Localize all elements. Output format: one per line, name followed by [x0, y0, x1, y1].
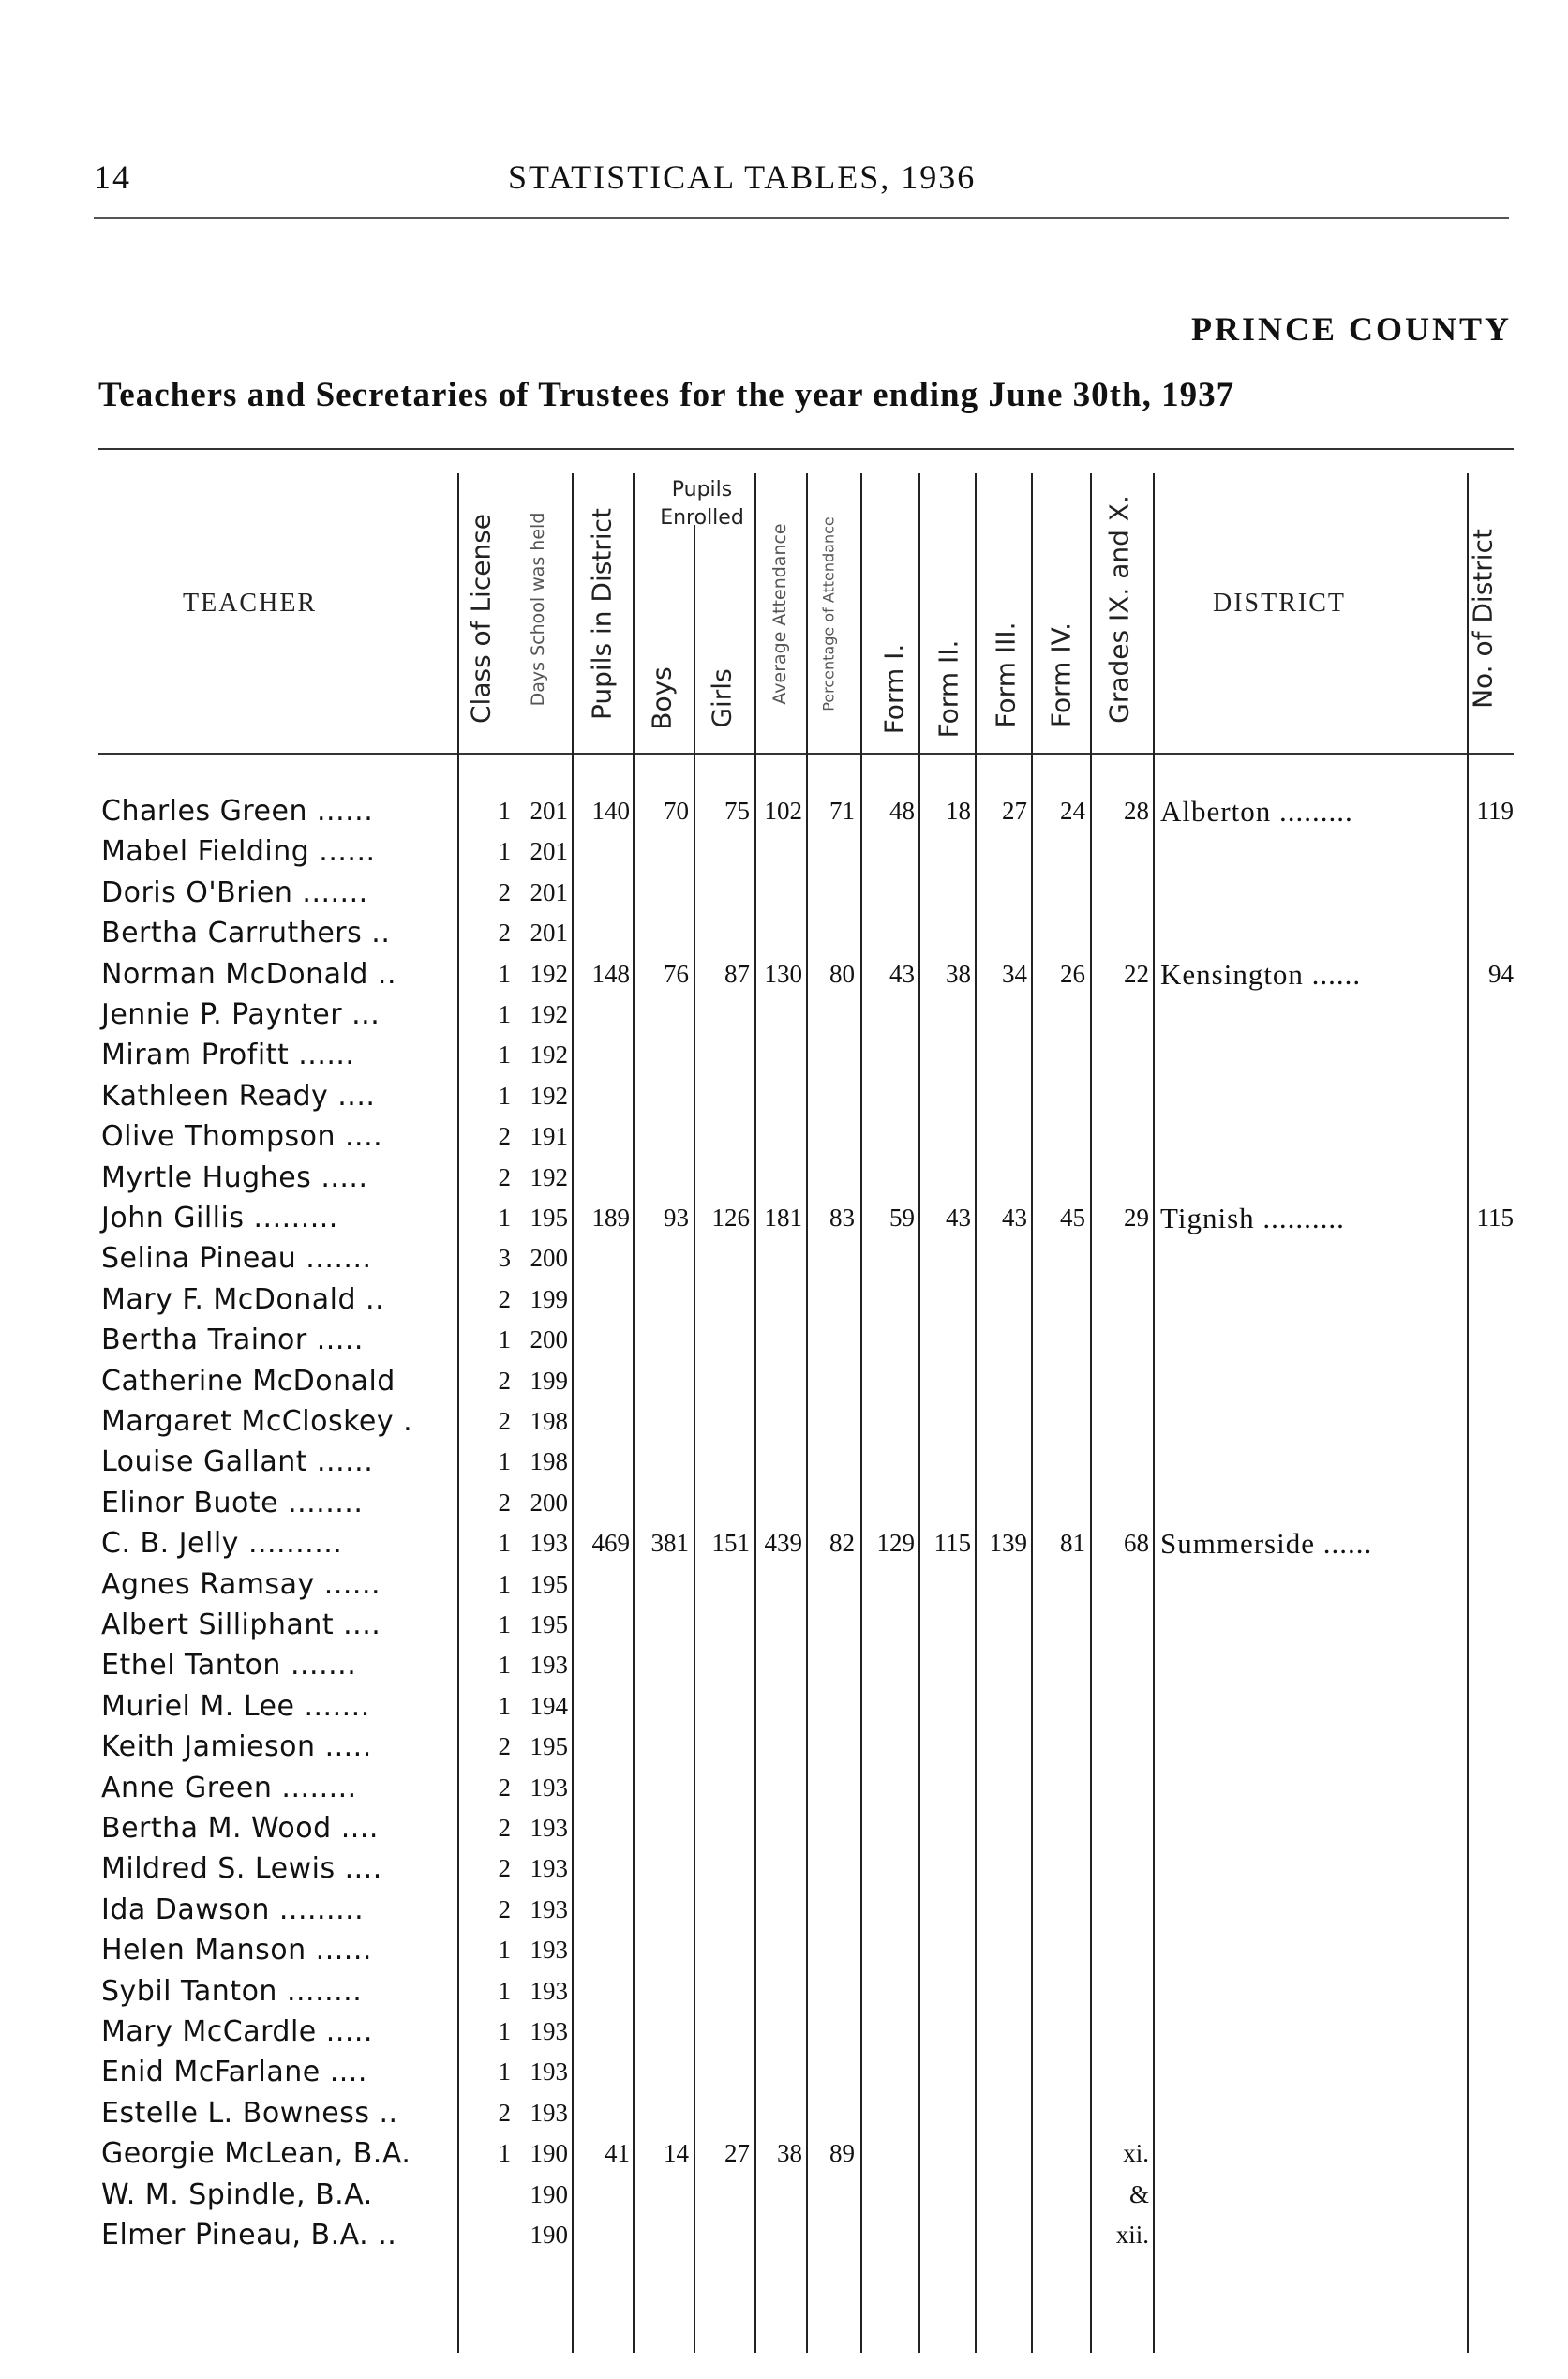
table-row	[0, 1442, 1568, 1482]
cell-pd: 140	[591, 797, 630, 825]
teacher-name: Jennie P. Paynter ...	[101, 998, 381, 1031]
cell-f4: 24	[1060, 797, 1085, 825]
table-row	[0, 1768, 1568, 1808]
cell-g: xii.	[1115, 2221, 1149, 2249]
table-row	[0, 1605, 1568, 1645]
cell-g: &	[1128, 2179, 1149, 2208]
teacher-name: Olive Thompson ....	[101, 1120, 383, 1154]
cell-cls: 1	[498, 959, 511, 988]
teacher-name: Albert Silliphant ....	[101, 1608, 381, 1641]
cell-days: 200	[530, 1244, 568, 1273]
column-header-girls: Girls	[706, 668, 738, 728]
column-header-teacher: TEACHER	[183, 589, 318, 618]
cell-cls: 1	[498, 797, 511, 825]
column-header-pct-attendance: Percentage of Attendance	[819, 516, 838, 711]
teacher-name: Anne Green ........	[101, 1771, 357, 1804]
table-row	[0, 1116, 1568, 1157]
cell-cls: 2	[498, 1162, 511, 1191]
cell-pct: 80	[829, 959, 855, 988]
cell-cls: 1	[498, 1447, 511, 1476]
column-header-form1: Form I.	[878, 643, 910, 735]
cell-no: 94	[1488, 959, 1514, 988]
teacher-name: Miram Profitt ......	[101, 1039, 355, 1072]
cell-days: 193	[530, 2098, 568, 2127]
teacher-name: W. M. Spindle, B.A.	[101, 2177, 373, 2211]
cell-pct: 89	[829, 2139, 855, 2168]
table-row	[0, 954, 1568, 995]
column-header-days-held: Days School was held	[528, 512, 548, 707]
table-row	[0, 1035, 1568, 1075]
teacher-name: Mary McCardle .....	[101, 2015, 373, 2048]
table-row	[0, 1320, 1568, 1360]
running-title: STATISTICAL TABLES, 1936	[508, 158, 977, 196]
cell-cls: 2	[498, 1894, 511, 1923]
cell-cls: 1	[498, 1976, 511, 2005]
teacher-name: Myrtle Hughes .....	[101, 1160, 368, 1194]
table-row	[0, 1523, 1568, 1564]
table-row	[0, 913, 1568, 953]
table-row	[0, 1401, 1568, 1442]
teacher-name: Ida Dawson .........	[101, 1893, 365, 1926]
cell-days: 198	[530, 1447, 568, 1476]
teacher-name: Enid McFarlane ....	[101, 2056, 367, 2089]
cell-f4: 45	[1060, 1204, 1085, 1232]
cell-girls: 126	[711, 1204, 750, 1232]
cell-g: 22	[1124, 959, 1149, 988]
cell-f2: 38	[946, 959, 971, 988]
cell-f2: 18	[946, 797, 971, 825]
cell-cls: 3	[498, 1244, 511, 1273]
teacher-name: C. B. Jelly ..........	[101, 1527, 343, 1561]
running-header	[94, 157, 1502, 204]
table-row	[0, 1727, 1568, 1767]
cell-days: 192	[530, 1081, 568, 1110]
district-name: Tignish ..........	[1160, 1202, 1345, 1234]
cell-no: 119	[1476, 797, 1514, 825]
cell-days: 192	[530, 1162, 568, 1191]
cell-days: 195	[530, 1610, 568, 1638]
table-row	[0, 791, 1568, 831]
column-header-district-no: No. of District	[1467, 529, 1499, 709]
cell-cls: 1	[498, 837, 511, 866]
cell-cls: 1	[498, 1936, 511, 1965]
cell-cls: 2	[498, 1732, 511, 1761]
cell-days: 193	[530, 1814, 568, 1842]
cell-cls: 1	[498, 1204, 511, 1232]
teacher-name: Agnes Ramsay ......	[101, 1567, 381, 1601]
cell-cls: 1	[498, 2017, 511, 2045]
cell-days: 193	[530, 1976, 568, 2005]
table-row	[0, 2175, 1568, 2215]
cell-pct: 83	[829, 1204, 855, 1232]
cell-f1: 43	[889, 959, 915, 988]
cell-girls: 75	[724, 797, 750, 825]
cell-cls: 2	[498, 1488, 511, 1517]
table-row	[0, 1198, 1568, 1238]
cell-cls: 2	[498, 919, 511, 948]
cell-avg: 38	[777, 2139, 802, 2168]
cell-days: 201	[530, 797, 568, 825]
table-subtitle: Teachers and Secretaries of Trustees for the year ending June 30th, 1937	[98, 376, 1235, 414]
cell-cls: 1	[498, 1610, 511, 1638]
teacher-name: Louise Gallant ......	[101, 1445, 374, 1479]
cell-f1: 48	[889, 797, 915, 825]
page-number: 14	[94, 158, 131, 196]
teacher-name: Selina Pineau .......	[101, 1242, 372, 1276]
table-row	[0, 831, 1568, 872]
cell-days: 199	[530, 1366, 568, 1395]
table-row	[0, 1238, 1568, 1279]
cell-cls: 2	[498, 1122, 511, 1151]
teacher-name: Mildred S. Lewis ....	[101, 1852, 382, 1886]
column-header-district: DISTRICT	[1213, 589, 1346, 618]
cell-days: 201	[530, 919, 568, 948]
cell-cls: 1	[498, 1529, 511, 1558]
cell-days: 193	[530, 2057, 568, 2087]
cell-days: 201	[530, 877, 568, 906]
table-row	[0, 1076, 1568, 1116]
table-row	[0, 1158, 1568, 1198]
header-rule	[94, 217, 1509, 219]
column-header-boys: Boys	[646, 666, 678, 730]
cell-girls: 151	[711, 1529, 750, 1558]
cell-cls: 1	[498, 2057, 511, 2087]
cell-g: xi.	[1123, 2139, 1149, 2168]
cell-f3: 139	[989, 1529, 1027, 1558]
cell-days: 193	[530, 1773, 568, 1802]
teacher-name: John Gillis .........	[101, 1202, 338, 1234]
teacher-name: Keith Jamieson .....	[101, 1730, 372, 1764]
cell-days: 193	[530, 1854, 568, 1883]
cell-days: 193	[530, 1651, 568, 1680]
teacher-name: Catherine McDonald	[101, 1364, 396, 1398]
cell-days: 200	[530, 1488, 568, 1517]
cell-f4: 26	[1060, 959, 1085, 988]
cell-girls: 27	[724, 2139, 750, 2168]
cell-days: 198	[530, 1407, 568, 1435]
district-name: Alberton .........	[1160, 795, 1353, 828]
cell-days: 193	[530, 1936, 568, 1965]
cell-avg: 130	[764, 959, 802, 988]
table-row	[0, 1686, 1568, 1727]
cell-days: 195	[530, 1732, 568, 1761]
teacher-name: Bertha M. Wood ....	[101, 1812, 379, 1845]
column-header-avg-attendance: Average Attendance	[769, 523, 790, 705]
column-header-form3: Form III.	[990, 621, 1022, 728]
cell-g: 29	[1124, 1204, 1149, 1232]
cell-days: 191	[530, 1122, 568, 1151]
teacher-name: Ethel Tanton .......	[101, 1649, 357, 1683]
cell-cls: 2	[498, 877, 511, 906]
cell-pd: 41	[605, 2139, 630, 2168]
cell-days: 193	[530, 1894, 568, 1923]
cell-days: 195	[530, 1569, 568, 1598]
cell-cls: 2	[498, 1814, 511, 1842]
cell-days: 192	[530, 1000, 568, 1028]
cell-f1: 129	[876, 1529, 915, 1558]
cell-pd: 469	[591, 1529, 630, 1558]
cell-g: 28	[1124, 797, 1149, 825]
column-header-form4: Form IV.	[1045, 621, 1077, 728]
cell-f3: 34	[1002, 959, 1027, 988]
cell-cls: 1	[498, 1081, 511, 1110]
cell-cls: 2	[498, 1773, 511, 1802]
column-header-grades-ix-x: Grades IX. and X.	[1103, 495, 1135, 724]
table-row	[0, 1483, 1568, 1523]
cell-cls: 1	[498, 2139, 511, 2168]
teacher-name: Norman McDonald ..	[101, 957, 396, 991]
cell-g: 68	[1124, 1529, 1149, 1558]
cell-f2: 43	[946, 1204, 971, 1232]
cell-cls: 2	[498, 1366, 511, 1395]
table-row	[0, 995, 1568, 1035]
table-top-rule	[98, 448, 1514, 450]
table-row	[0, 1890, 1568, 1930]
cell-pd: 189	[591, 1204, 630, 1232]
cell-days: 192	[530, 959, 568, 988]
cell-days: 192	[530, 1040, 568, 1070]
cell-pct: 71	[829, 797, 855, 825]
table-row	[0, 2052, 1568, 2092]
table-row	[0, 1645, 1568, 1685]
cell-f1: 59	[889, 1204, 915, 1232]
teacher-name: Kathleen Ready ....	[101, 1079, 376, 1113]
cell-days: 190	[530, 2139, 568, 2168]
teacher-name: Bertha Carruthers ..	[101, 917, 391, 950]
cell-days: 200	[530, 1325, 568, 1354]
cell-avg: 102	[764, 797, 802, 825]
cell-cls: 1	[498, 1325, 511, 1354]
teacher-name: Muriel M. Lee .......	[101, 1689, 370, 1723]
teacher-name: Sybil Tanton ........	[101, 1974, 363, 2008]
teacher-name: Bertha Trainor .....	[101, 1324, 364, 1357]
cell-f3: 43	[1002, 1204, 1027, 1232]
cell-days: 201	[530, 837, 568, 866]
cell-boys: 381	[650, 1529, 689, 1558]
cell-boys: 93	[664, 1204, 689, 1232]
column-header-pupils-enrolled: Pupils Enrolled	[660, 478, 744, 530]
cell-cls: 1	[498, 1651, 511, 1680]
cell-f2: 115	[933, 1529, 971, 1558]
district-name: Summerside ......	[1160, 1527, 1373, 1561]
cell-cls: 2	[498, 1407, 511, 1435]
table-row	[0, 2215, 1568, 2255]
teacher-name: Helen Manson ......	[101, 1934, 372, 1968]
cell-cls: 1	[498, 1569, 511, 1598]
cell-days: 193	[530, 2017, 568, 2045]
cell-pct: 82	[829, 1529, 855, 1558]
column-header-form2: Form II.	[933, 639, 964, 739]
table-row	[0, 1279, 1568, 1320]
cell-avg: 439	[764, 1529, 802, 1558]
table-row	[0, 873, 1568, 913]
cell-days: 190	[530, 2221, 568, 2249]
teacher-name: Georgie McLean, B.A.	[101, 2137, 411, 2171]
cell-days: 193	[530, 1529, 568, 1558]
cell-boys: 70	[664, 797, 689, 825]
district-name: Kensington ......	[1160, 957, 1362, 991]
column-header-pupils-district: Pupils in District	[586, 508, 618, 720]
teacher-name: Estelle L. Bowness ..	[101, 2096, 398, 2130]
cell-cls: 1	[498, 1040, 511, 1070]
table-row	[0, 1971, 1568, 2012]
cell-no: 115	[1476, 1204, 1514, 1232]
cell-cls: 1	[498, 1000, 511, 1028]
table-row	[0, 2093, 1568, 2133]
table-row	[0, 2012, 1568, 2052]
table-row	[0, 1564, 1568, 1605]
table-row	[0, 2133, 1568, 2174]
county-title: PRINCE COUNTY	[1190, 310, 1512, 348]
teacher-name: Elmer Pineau, B.A. ..	[101, 2219, 397, 2252]
cell-days: 194	[530, 1691, 568, 1720]
cell-cls: 2	[498, 2098, 511, 2127]
table-row	[0, 1930, 1568, 1970]
teacher-name: Doris O'Brien .......	[101, 875, 368, 909]
cell-boys: 76	[664, 959, 689, 988]
cell-cls: 1	[498, 1691, 511, 1720]
cell-cls: 2	[498, 1854, 511, 1883]
teacher-name: Charles Green ......	[101, 795, 374, 828]
table-row	[0, 1848, 1568, 1889]
teacher-name: Mary F. McDonald ..	[101, 1282, 385, 1316]
column-header-license-class: Class of License	[465, 513, 497, 725]
teacher-name: Elinor Buote ........	[101, 1486, 364, 1519]
cell-days: 195	[530, 1204, 568, 1232]
cell-pd: 148	[591, 959, 630, 988]
cell-days: 190	[530, 2179, 568, 2208]
teacher-name: Margaret McCloskey .	[101, 1405, 413, 1438]
cell-cls: 2	[498, 1284, 511, 1313]
cell-f4: 81	[1060, 1529, 1085, 1558]
cell-girls: 87	[724, 959, 750, 988]
cell-boys: 14	[664, 2139, 689, 2168]
cell-f3: 27	[1002, 797, 1027, 825]
teacher-name: Mabel Fielding ......	[101, 835, 376, 869]
table-row	[0, 1808, 1568, 1848]
cell-avg: 181	[764, 1204, 802, 1232]
cell-days: 199	[530, 1284, 568, 1313]
table-row	[0, 1361, 1568, 1401]
